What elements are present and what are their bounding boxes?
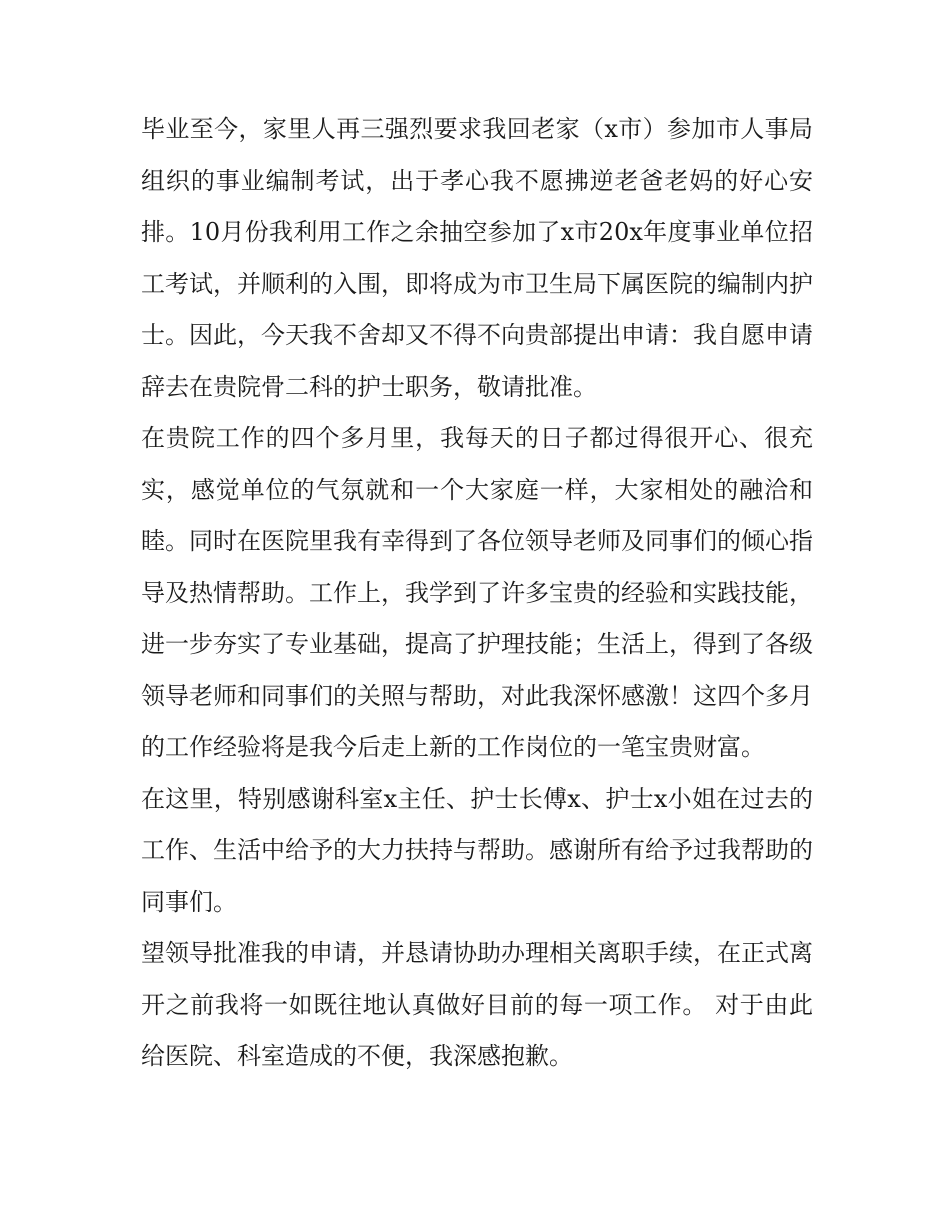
document-body [141,104,813,1083]
paragraph-3: 在这里，特别感谢科室x主任、护士长傅x、护士x小姐在过去的工作、生活中给予的大力扶持与帮助。感谢所有给予过我帮助的同事们。 [141,784,813,916]
paragraph-1: 毕业至今，家里人再三强烈要求我回老家（x市）参加市人事局组织的事业编制考试，出于孝心我不愿拂逆老爸老妈的好心安排。10月份我利用工作之余抽空参加了x市20x年度事业单位招工考试，并顺利的入围，即将成为市卫生局下属医院的编制内护士。因此，今天我不舍却又不得不向贵部提出申请：我自愿申请辞去在贵院骨二科的护士职务，敬请批准。 [141,115,813,401]
paragraph-4: 望领导批准我的申请，并恳请协助办理相关离职手续，在正式离开之前我将一如既往地认真做好目前的每一项工作。 对于由此给医院、科室造成的不便，我深感抱歉。 [141,939,813,1070]
paragraph-2: 在贵院工作的四个多月里，我每天的日子都过得很开心、很充实，感觉单位的气氛就和一个大家庭一样，大家相处的融洽和睦。同时在医院里我有幸得到了各位领导老师及同事们的倾心指导及热情帮助。工作上，我学到了许多宝贵的经验和实践技能，进一步夯实了专业基础，提高了护理技能；生活上，得到了各级领导老师和同事们的关照与帮助，对此我深怀感激！这四个多月的工作经验将是我今后走上新的工作岗位的一笔宝贵财富。 [141,424,813,761]
